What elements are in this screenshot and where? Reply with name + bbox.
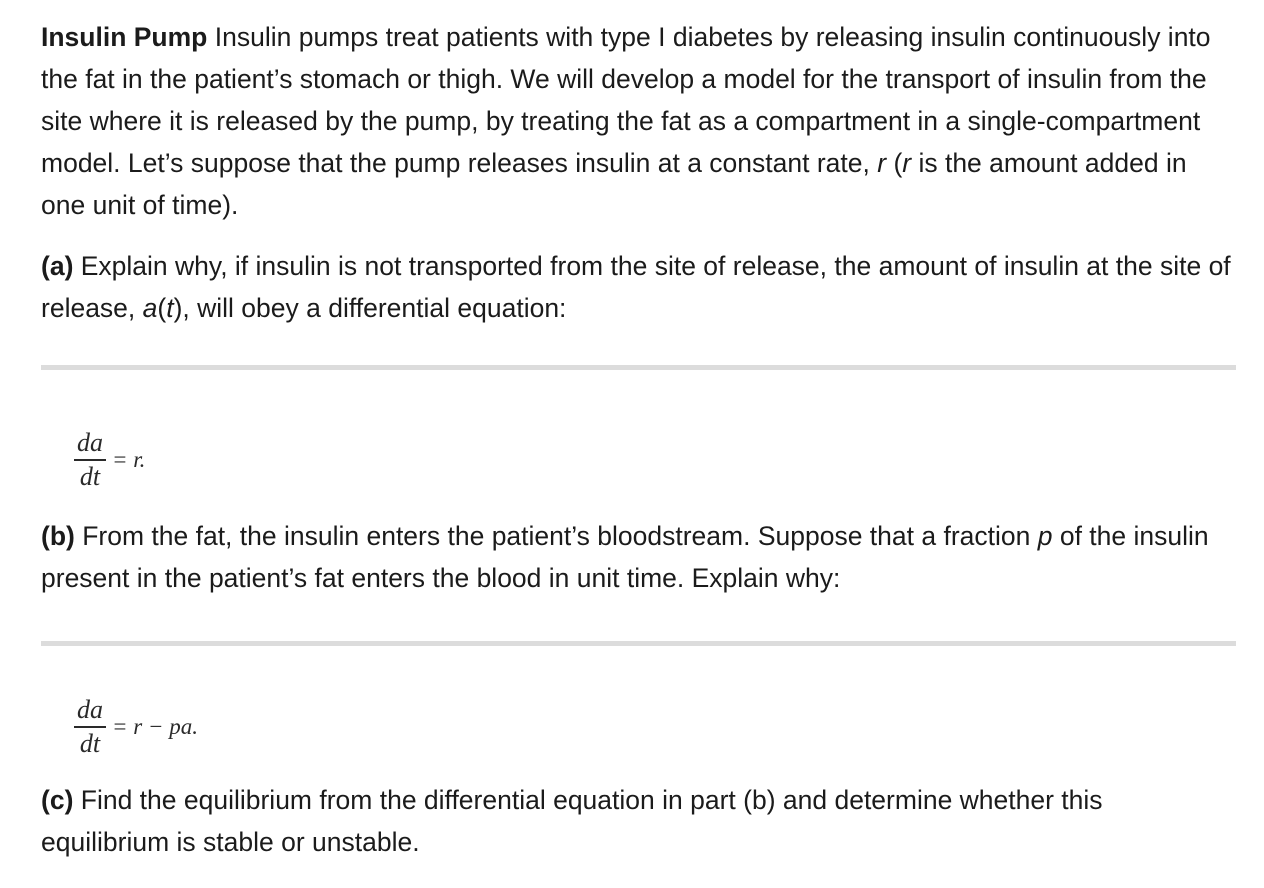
fraction-numerator: da — [77, 428, 103, 457]
fraction-denominator: dt — [79, 728, 101, 758]
divider — [41, 641, 1236, 646]
equation-rhs: = r. — [112, 446, 146, 472]
part-c-paragraph — [41, 779, 1231, 863]
part-b-paragraph — [41, 515, 1231, 599]
equation-a — [74, 430, 145, 490]
intro-paragraph — [41, 16, 1231, 226]
var-a: a — [142, 293, 158, 323]
divider — [41, 365, 1236, 370]
fraction-denominator: dt — [79, 461, 101, 491]
part-a-text-2: ( — [157, 293, 167, 323]
fraction-numerator: da — [77, 695, 103, 724]
var-p: p — [1037, 521, 1053, 551]
part-c-text-1: Find the equilibrium from the differential equation in part (b) and determine whether this equilibrium is stable or unstable. — [41, 785, 1103, 857]
intro-text-1: Insulin pumps treat patients with type I diabetes by releasing insulin continuously into the fat in the patient’s stomach or thigh. We will develop a model for the transport of insulin from the site where it is released by the pump, by treating the fat as a compartment in a single-compartment model. Let’s suppose that the pump releases insulin at a constant rate, — [41, 22, 1211, 178]
intro-text-3: is the amount added in one unit of time). — [41, 148, 1187, 220]
part-a-text-1: Explain why, if insulin is not transported from the site of release, the amount of insulin at the site of release, — [41, 251, 1231, 323]
intro-text-2: ( — [886, 148, 903, 178]
part-a-label: (a) — [41, 251, 74, 281]
part-a-text-3: ), will obey a differential equation: — [173, 293, 567, 323]
equation-b — [74, 697, 198, 757]
part-a-paragraph — [41, 245, 1231, 329]
var-r: r — [902, 148, 912, 178]
part-c-label: (c) — [41, 785, 74, 815]
problem-title: Insulin Pump — [41, 22, 208, 52]
equation-rhs: = r − pa. — [112, 713, 198, 739]
part-b-text-2: of the insulin present in the patient’s fat enters the blood in unit time. Explain why: — [41, 521, 1209, 593]
fraction — [74, 430, 106, 490]
part-b-text-1: From the fat, the insulin enters the patient’s bloodstream. Suppose that a fraction — [74, 521, 1038, 551]
part-b-label: (b) — [41, 521, 75, 551]
fraction — [74, 697, 106, 757]
var-t: t — [166, 293, 174, 323]
var-r: r — [877, 148, 887, 178]
